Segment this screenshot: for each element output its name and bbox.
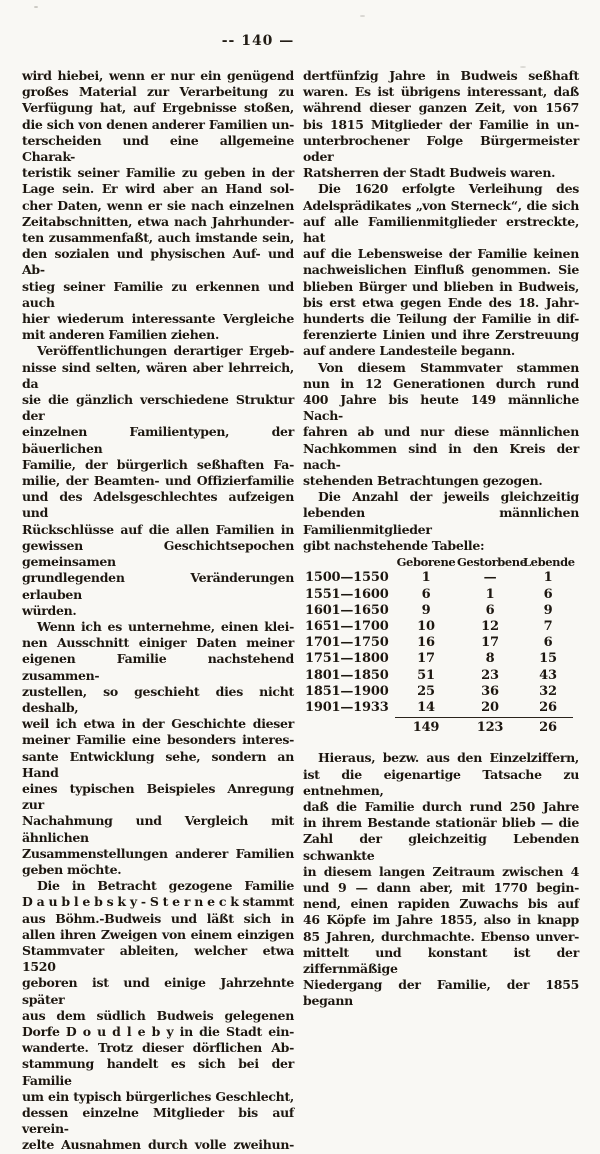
count-cell-geborene: 9 (421, 602, 431, 618)
table-body (303, 570, 579, 716)
total-lebende: 26 (523, 717, 573, 736)
col-header-lebende: Lebende (523, 555, 575, 570)
text-line: Von diesem Stammvater stammen (318, 359, 579, 375)
text-line: hunderts die Teilung der Familie in dif- (303, 311, 579, 327)
table-totals-row (303, 717, 579, 736)
period-cell: 1551—1600 (305, 586, 389, 602)
text-line: fahren ab und nur diese männlichen (303, 424, 579, 440)
scan-speck (34, 6, 38, 8)
table-row (303, 570, 579, 586)
count-cell-gestorbene: 12 (481, 618, 499, 634)
right-column-top (303, 68, 579, 554)
paragraph (303, 489, 579, 554)
count-cell-geborene: 51 (417, 667, 435, 683)
period-cell: 1801—1850 (305, 667, 389, 683)
text-line: Niedergang der Familie, der 1855 begann (303, 977, 579, 1009)
text-line: nachweislichen Einfluß genommen. Sie (303, 262, 579, 278)
table-row (303, 603, 579, 619)
count-cell-lebende: 7 (543, 618, 553, 634)
text-line: daß die Familie durch rund 250 Jahre (303, 798, 579, 814)
text-line: mittelt und konstant ist der ziffernmäßige (303, 944, 579, 976)
text-line: Familie, der bürgerlich seßhaften Fa- (22, 456, 294, 472)
period-cell (303, 717, 395, 736)
text-line: unterbrochener Folge Bürgermeister oder (303, 132, 579, 165)
period-cell: 1500—1550 (305, 570, 389, 586)
text-line: in diesem langen Zeitraum zwischen 4 (303, 863, 579, 879)
text-line: cher Daten, wenn er sie nach einzelnen (22, 197, 294, 213)
count-cell-gestorbene: 20 (481, 699, 499, 715)
period-cell: 1601—1650 (305, 602, 389, 618)
page-number: -- 140 — (221, 33, 295, 49)
text-line: stehenden Betrachtungen gezogen. (303, 473, 543, 489)
count-cell-geborene: 14 (417, 699, 435, 715)
count-cell-geborene: 16 (417, 635, 435, 651)
table-row (303, 668, 579, 684)
text-line: nend, einen rapiden Zuwachs bis auf (303, 896, 579, 912)
col-header-gestorbene: Gestorbene (457, 555, 527, 570)
count-cell-gestorbene: — (483, 570, 497, 586)
count-cell-gestorbene: 8 (485, 651, 495, 667)
paragraph (303, 750, 579, 1009)
text-line: Die 1620 erfolgte Verleihung des (318, 181, 579, 197)
text-line: großes Material zur Verarbeitung zu (22, 84, 294, 100)
period-cell: 1701—1750 (305, 635, 389, 651)
text-line: nen Ausschnitt einiger Daten meiner (22, 635, 294, 651)
text-line: dertfünfzig Jahre in Budweis seßhaft (303, 68, 579, 83)
text-line: sie die gänzlich verschiedene Struktur der (22, 392, 294, 424)
text-line: und des Adelsgeschlechtes aufzeigen und (22, 489, 294, 521)
count-cell-geborene: 25 (417, 683, 435, 699)
text-line: 400 Jahre bis heute 149 männliche Nach- (303, 392, 579, 424)
text-line: Rückschlüsse auf die allen Familien in (22, 521, 294, 537)
count-cell-gestorbene: 1 (485, 586, 495, 602)
count-cell-geborene: 17 (417, 651, 435, 667)
family-table (303, 554, 579, 736)
text-line: auf andere Landesteile begann. (303, 343, 515, 359)
text-line: die sich von denen anderer Familien un- (22, 116, 294, 132)
text-line: wird hiebei, wenn er nur ein genügend (22, 68, 294, 83)
text-line: gewissen Geschichtsepochen gemeinsamen (22, 537, 294, 570)
right-column-bottom (303, 750, 579, 1009)
text-line: wanderte. Trotz dieser dörflichen Ab- (22, 1040, 294, 1056)
count-cell-lebende: 9 (543, 602, 553, 618)
paragraph (303, 360, 579, 490)
text-line: zelte Ausnahmen durch volle zweihun- (22, 1137, 294, 1153)
text-line: ferenzierte Linien und ihre Zerstreuung (303, 327, 579, 343)
count-cell-geborene: 6 (421, 586, 431, 602)
text-line: D a u b l e b s k y - S t e r n e c k stammt (22, 894, 294, 910)
text-line: zustellen, so geschieht dies nicht deshalb, (22, 683, 294, 715)
text-line: hier wiederum interessante Vergleiche (22, 311, 294, 327)
text-line: um ein typisch bürgerliches Geschlecht, (22, 1088, 294, 1104)
period-header-cell (303, 554, 395, 570)
total-gestorbene: 123 (457, 717, 523, 736)
text-line: Zahl der gleichzeitig Lebenden schwankte (303, 831, 579, 863)
count-cell-gestorbene: 6 (485, 602, 495, 618)
text-line: ten zusammenfaßt, auch imstande sein, (22, 230, 294, 246)
text-line: allen ihren Zweigen von einem einzigen (22, 926, 294, 942)
text-line: Wenn ich es unternehme, einen klei- (37, 618, 294, 634)
text-line: gibt nachstehende Tabelle: (303, 537, 485, 553)
count-cell-gestorbene: 36 (481, 683, 499, 699)
table-header-row (303, 554, 579, 570)
table-row (303, 587, 579, 603)
text-line: Lage sein. Er wird aber an Hand sol- (22, 181, 294, 197)
text-line: sante Entwicklung sehe, sondern an Hand (22, 748, 294, 780)
text-line: Adelsprädikates „von Sterneck“, die sich (303, 197, 579, 213)
text-line: Dorfe D o u d l e b y in die Stadt ein- (22, 1023, 294, 1039)
count-cell-gestorbene: 17 (481, 635, 499, 651)
paragraph (22, 619, 294, 878)
text-line: eines typischen Beispieles Anregung zur (22, 780, 294, 813)
table-row (303, 651, 579, 667)
text-line: Veröffentlichungen derartiger Ergeb- (37, 343, 294, 359)
text-line: stieg seiner Familie zu erkennen und auch (22, 278, 294, 310)
text-line: stammung handelt es sich bei der Familie (22, 1056, 294, 1088)
period-cell: 1901—1933 (305, 699, 389, 715)
text-line: teristik seiner Familie zu geben in der (22, 165, 294, 181)
text-line: dessen einzelne Mitglieder bis auf verein- (22, 1105, 294, 1137)
text-line: auf die Lebensweise der Familie keinen (303, 246, 579, 262)
text-line: Verfügung hat, auf Ergebnisse stoßen, (22, 100, 294, 116)
text-line: würden. (22, 602, 77, 618)
text-line: Zeitabschnitten, etwa nach Jahrhunder- (22, 213, 294, 229)
text-line: blieben Bürger und blieben in Budweis, (303, 278, 579, 294)
text-line: Stammvater ableiten, welcher etwa 1520 (22, 942, 294, 975)
text-line: mit anderen Familien ziehen. (22, 327, 219, 343)
text-line: waren. Es ist übrigens interessant, daß (303, 84, 579, 100)
count-cell-lebende: 32 (539, 683, 557, 699)
count-cell-lebende: 43 (539, 667, 557, 683)
table-row (303, 684, 579, 700)
text-line: Hieraus, bezw. aus den Einzelziffern, (318, 750, 579, 766)
text-line: 85 Jahren, durchmachte. Ebenso unver- (303, 928, 579, 944)
table-row (303, 619, 579, 635)
table-row (303, 635, 579, 651)
text-line: den sozialen und physischen Auf- und Ab- (22, 246, 294, 278)
paragraph (303, 181, 579, 359)
text-line: geboren ist und einige Jahrzehnte später (22, 975, 294, 1007)
text-line: bis 1815 Mitglieder der Familie in un- (303, 116, 579, 132)
text-line: in ihrem Bestande stationär blieb — die (303, 815, 579, 831)
text-line: geben möchte. (22, 861, 122, 877)
text-line: bis erst etwa gegen Ende des 18. Jahr- (303, 294, 579, 310)
text-line: aus Böhm.-Budweis und läßt sich in (22, 910, 294, 926)
scan-speck (360, 15, 365, 17)
count-cell-lebende: 6 (543, 635, 553, 651)
table-row (303, 700, 579, 716)
text-line: Nachahmung und Vergleich mit ähnlichen (22, 813, 294, 845)
period-cell: 1651—1700 (305, 618, 389, 634)
count-cell-geborene: 10 (417, 618, 435, 634)
text-line: Die in Betracht gezogene Familie (37, 878, 294, 894)
count-cell-lebende: 15 (539, 651, 557, 667)
period-cell: 1851—1900 (305, 683, 389, 699)
count-cell-gestorbene: 23 (481, 667, 499, 683)
text-line: aus dem südlich Budweis gelegenen (22, 1007, 294, 1023)
period-cell: 1751—1800 (305, 651, 389, 667)
text-line: ist die eigenartige Tatsache zu entnehmen, (303, 766, 579, 798)
text-line: eigenen Familie nachstehend zusammen- (22, 651, 294, 683)
text-line: nun in 12 Generationen durch rund (303, 375, 579, 391)
text-line: Zusammenstellungen anderer Familien (22, 845, 294, 861)
total-geborene: 149 (395, 717, 457, 736)
text-line: weil ich etwa in der Geschichte dieser (22, 716, 294, 732)
count-cell-lebende: 26 (539, 699, 557, 715)
text-line: lebenden männlichen Familienmitglieder (303, 505, 579, 537)
text-line: während dieser ganzen Zeit, von 1567 (303, 100, 579, 116)
paragraph (22, 343, 294, 618)
text-line: nisse sind selten, wären aber lehrreich, da (22, 359, 294, 391)
text-line: milie, der Beamten- und Offizierfamilie (22, 473, 294, 489)
text-line: und 9 — dann aber, mit 1770 begin- (303, 879, 579, 895)
text-line: grundlegenden Veränderungen erlauben (22, 570, 294, 602)
count-cell-lebende: 6 (543, 586, 553, 602)
right-column (303, 68, 579, 1010)
text-line: Nachkommen sind in den Kreis der nach- (303, 440, 579, 472)
paragraph (22, 68, 294, 343)
left-column (22, 68, 294, 1154)
text-line: Ratsherren der Stadt Budweis waren. (303, 165, 556, 181)
text-line: meiner Familie eine besonders interes- (22, 732, 294, 748)
text-line: Die Anzahl der jeweils gleichzeitig (318, 489, 579, 505)
text-line: terscheiden und eine allgemeine Charak- (22, 132, 294, 165)
text-line: auf alle Familienmitglieder erstreckte, hat (303, 213, 579, 246)
count-cell-lebende: 1 (543, 570, 553, 586)
text-line: 46 Köpfe im Jahre 1855, also in knapp (303, 912, 579, 928)
paragraph (22, 878, 294, 1153)
text-line: einzelnen Familientypen, der bäuerlichen (22, 424, 294, 456)
col-header-geborene: Geborene (396, 555, 456, 570)
paragraph (303, 68, 579, 181)
count-cell-geborene: 1 (421, 570, 431, 586)
